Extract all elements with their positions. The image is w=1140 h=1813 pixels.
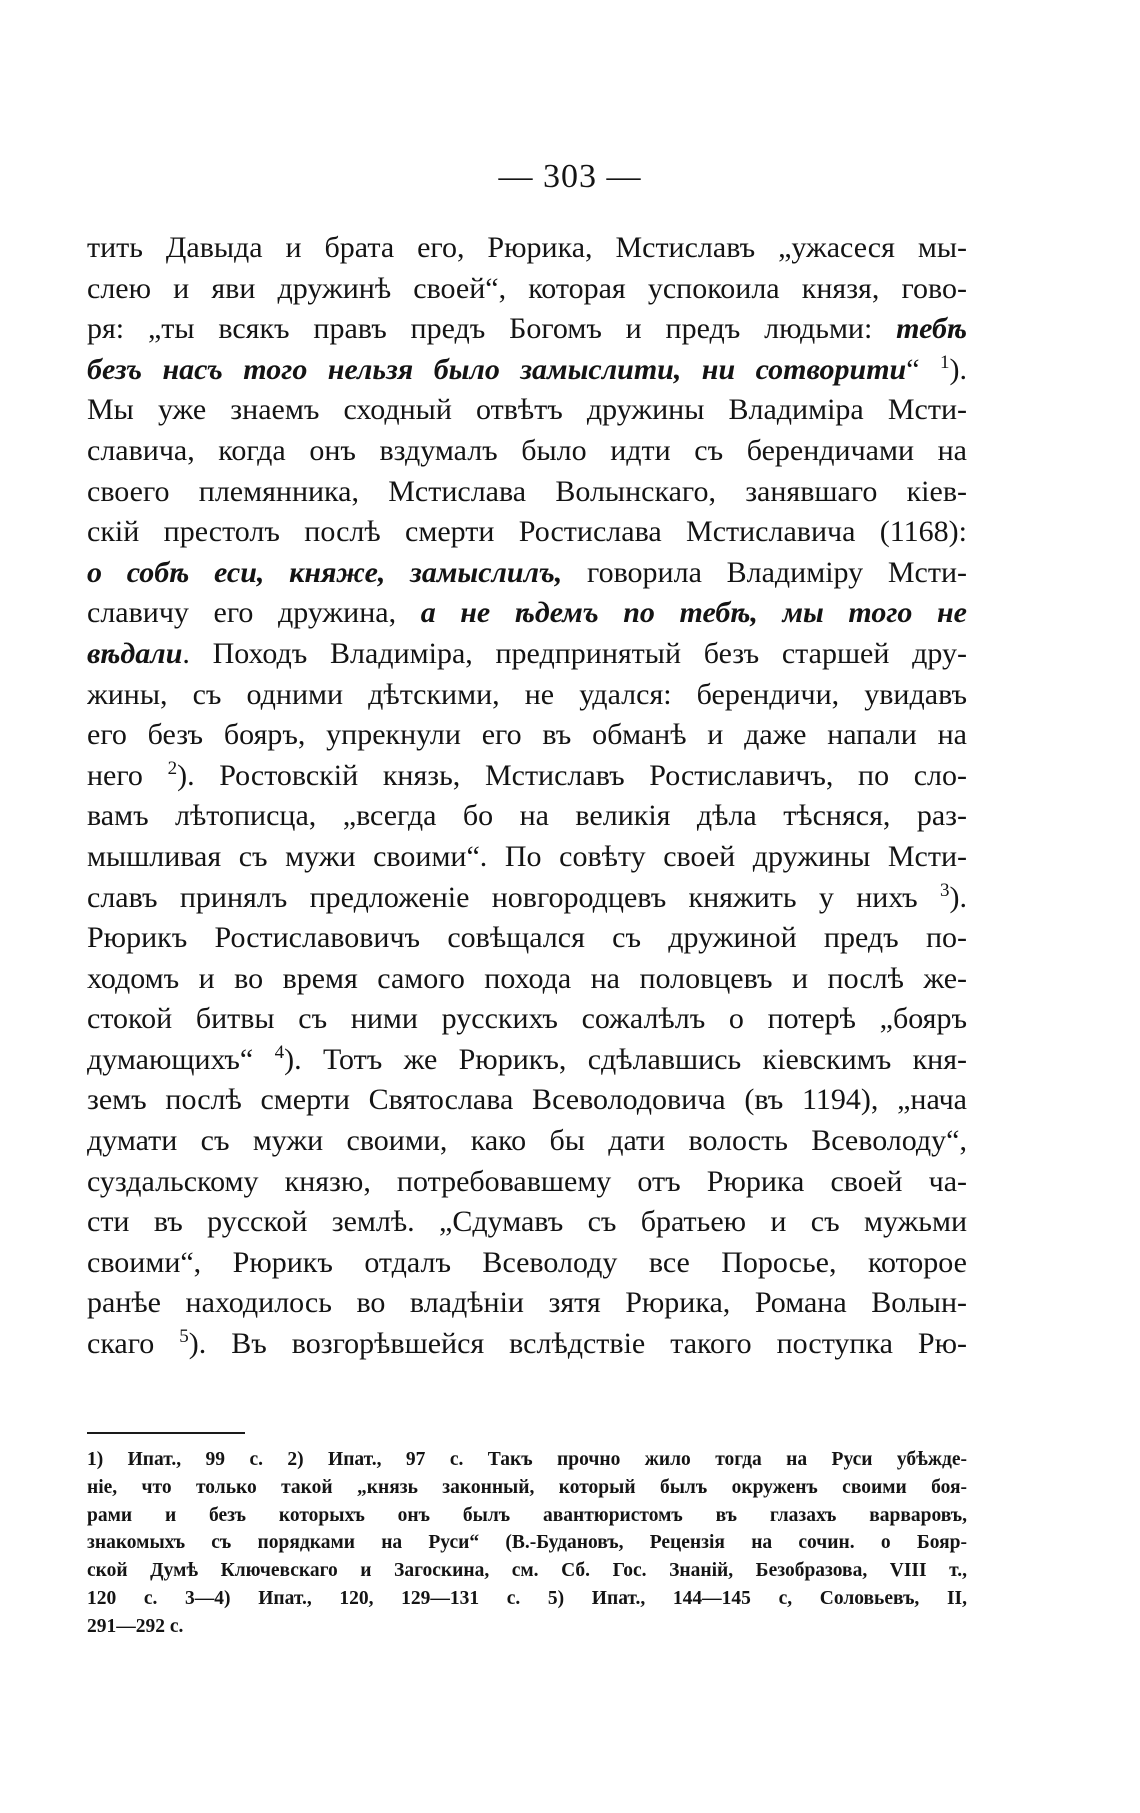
- text-segment: сти въ русской землѣ. „Сдумавъ съ братьею и съ мужьми: [87, 1205, 967, 1239]
- text-segment: Мы уже знаемъ сходный отвѣтъ дружины Владиміра Мсти-: [87, 393, 967, 427]
- text-segment: суздальскому князю, потребовавшему отъ Рюрика своей ча-: [87, 1164, 967, 1198]
- text-segment: ). Въ возгорѣвшейся вслѣдствіе такого поступка Рю-: [188, 1327, 967, 1361]
- text-segment: его безъ бояръ, упрекнули его въ обманѣ и даже напали на: [87, 718, 967, 752]
- footnotes: [87, 1446, 967, 1641]
- footnote-ref: 1: [940, 351, 950, 373]
- text-line: [87, 1080, 967, 1121]
- text-line: [87, 675, 967, 716]
- page-number: — 303 —: [498, 158, 642, 195]
- text-line: [87, 756, 967, 797]
- text-line: [87, 228, 967, 269]
- text-segment: думающихъ“: [87, 1042, 275, 1076]
- text-segment: ходомъ и во время самого похода на половцевъ и послѣ же-: [87, 961, 967, 995]
- footnote-line: 120 с. 3—4) Ипат., 120, 129—131 с. 5) Ипат., 144—145 с, Соловьевъ, II,: [87, 1587, 967, 1609]
- text-segment: мышливая съ мужи своими“. По совѣту своей дружины Мсти-: [87, 839, 967, 873]
- text-line: [87, 553, 967, 594]
- text-segment: вѣдали: [87, 636, 183, 670]
- text-line: [87, 959, 967, 1000]
- text-line: [87, 1040, 967, 1081]
- text-line: [87, 715, 967, 756]
- text-line: [87, 796, 967, 837]
- text-line: [87, 593, 967, 634]
- text-segment: славича, когда онъ вздумалъ было идти съ берендичами на: [87, 433, 967, 467]
- text-segment: тебѣ: [896, 312, 967, 346]
- text-segment: “: [906, 352, 940, 386]
- text-segment: вамъ лѣтописца, „всегда бо на великія дѣла тѣсняся, раз-: [87, 799, 967, 833]
- text-line: [87, 1283, 967, 1324]
- text-segment: ранѣе находилось во владѣніи зятя Рюрика, Романа Волын-: [87, 1286, 967, 1320]
- text-segment: слею и яви дружинѣ своей“, которая успокоила князя, гово-: [87, 271, 967, 305]
- text-line: [87, 269, 967, 310]
- text-segment: думати съ мужи своими, како бы дати волость Всеволоду“,: [87, 1124, 967, 1158]
- text-line: [87, 309, 967, 350]
- text-line: [87, 350, 967, 391]
- footnote-ref: 3: [940, 879, 950, 901]
- text-segment: своего племянника, Мстислава Волынскаго, занявшаго кіев-: [87, 474, 967, 508]
- text-line: [87, 634, 967, 675]
- text-segment: ).: [949, 352, 967, 386]
- text-segment: ). Тотъ же Рюрикъ, сдѣлавшись кіевскимъ кня-: [284, 1042, 967, 1076]
- text-line: [87, 999, 967, 1040]
- text-segment: говорила Владиміру Мсти-: [562, 555, 967, 589]
- text-segment: о собѣ еси, княже, замыслилъ,: [87, 555, 563, 589]
- text-line: [87, 472, 967, 513]
- text-segment: а не ѣдемъ по тебѣ, мы того не: [420, 596, 967, 630]
- text-line: [87, 1243, 967, 1284]
- footnote-line: 291—292 с.: [87, 1615, 184, 1637]
- text-segment: Рюрикъ Ростиславовичъ совѣщался съ дружиной предъ по-: [87, 921, 967, 955]
- text-line: [87, 918, 967, 959]
- text-line: [87, 431, 967, 472]
- footnote-line: ніе, что только такой „князь законный, который былъ окруженъ своими боя-: [87, 1476, 967, 1498]
- text-line: [87, 390, 967, 431]
- text-segment: безъ насъ того нельзя было замыслити, ни сотворити: [87, 352, 907, 386]
- footnote-line: рами и безъ которыхъ онъ былъ авантюристомъ въ глазахъ варваровъ,: [87, 1504, 967, 1526]
- text-segment: стокой битвы съ ними русскихъ сожалѣлъ о потерѣ „бояръ: [87, 1002, 967, 1036]
- text-line: [87, 1324, 967, 1365]
- footnote-ref: 4: [274, 1041, 285, 1063]
- text-line: [87, 1121, 967, 1162]
- footnote-line: ской Думѣ Ключевскаго и Загоскина, см. Сб. Гос. Знаній, Безобразова, VIII т.,: [87, 1560, 967, 1582]
- text-segment: славичу его дружина,: [87, 596, 421, 630]
- text-line: [87, 878, 967, 919]
- footnote-ref: 5: [179, 1326, 189, 1348]
- text-segment: ).: [949, 880, 967, 914]
- text-line: [87, 512, 967, 553]
- text-line: [87, 1162, 967, 1203]
- footnote-line: 1) Ипат., 99 с. 2) Ипат., 97 с. Такъ прочно жило тогда на Руси убѣжде-: [87, 1449, 967, 1470]
- text-segment: своими“, Рюрикъ отдалъ Всеволоду все Поросье, которое: [87, 1245, 967, 1279]
- text-segment: ря: „ты всякъ правъ предъ Богомъ и предъ людьми:: [87, 312, 897, 346]
- footnote-ref: 2: [167, 757, 178, 779]
- text-segment: жины, съ одними дѣтскими, не удался: берендичи, увидавъ: [87, 677, 967, 711]
- text-segment: . Походъ Владиміра, предпринятый безъ старшей дру-: [182, 636, 967, 670]
- text-line: [87, 1202, 967, 1243]
- text-segment: скаго: [87, 1327, 180, 1361]
- text-segment: тить Давыда и брата его, Рюрика, Мстиславъ „ужасеся мы-: [87, 231, 967, 264]
- text-segment: земъ послѣ смерти Святослава Всеволодовича (въ 1194), „нача: [87, 1083, 967, 1117]
- text-segment: славъ принялъ предложеніе новгородцевъ княжить у нихъ: [87, 880, 940, 914]
- footnote-line: знакомыхъ съ порядками на Руси“ (В.-Будановъ, Рецензія на сочин. о Бояр-: [87, 1532, 967, 1554]
- text-segment: ). Ростовскій князь, Мстиславъ Ростиславичъ, по сло-: [177, 758, 967, 792]
- text-segment: него: [87, 758, 168, 792]
- footnote-divider: [87, 1432, 245, 1434]
- main-text: [87, 228, 967, 1365]
- text-segment: скій престолъ послѣ смерти Ростислава Мстиславича (1168):: [87, 515, 967, 549]
- text-line: [87, 837, 967, 878]
